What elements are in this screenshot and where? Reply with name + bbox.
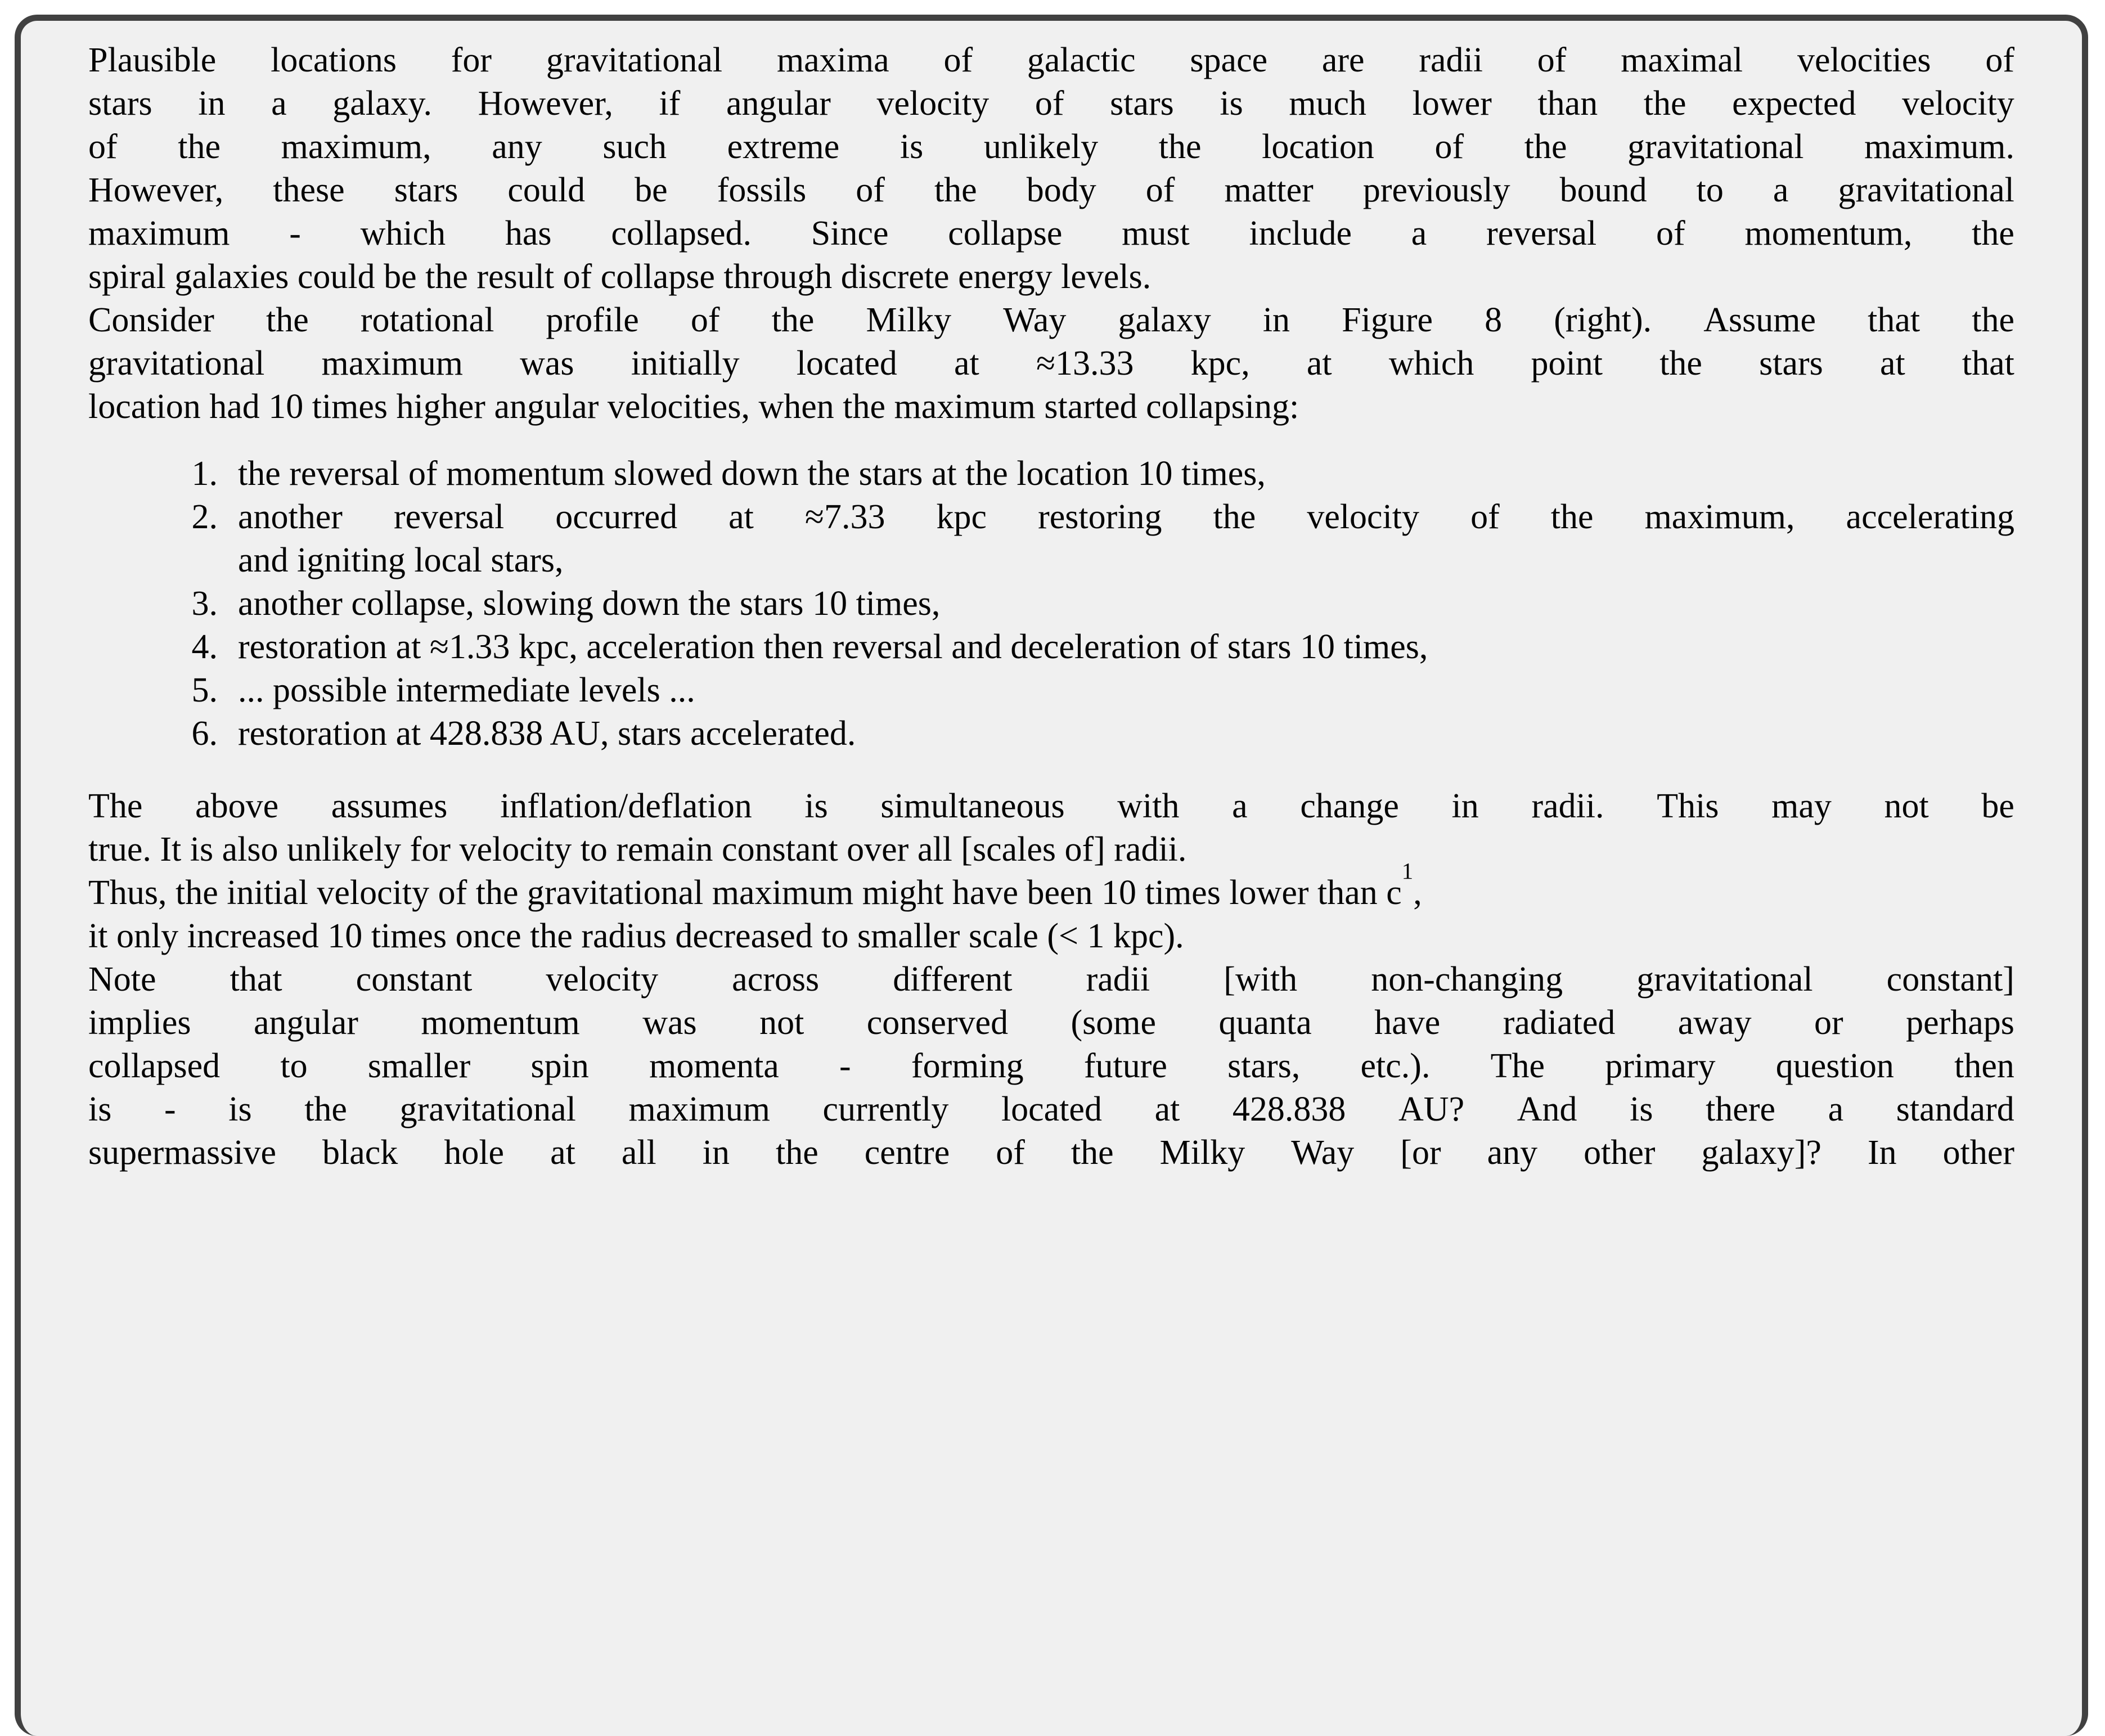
text-word: include	[1249, 214, 1352, 253]
text-word: other	[1942, 1134, 2014, 1172]
list-item-text: another collapse, slowing down the stars 10 times,	[238, 584, 941, 623]
text-word: any	[492, 128, 542, 166]
text-word: the	[1550, 498, 1594, 536]
text-word: above	[195, 787, 279, 825]
text-word: the	[304, 1090, 347, 1128]
text-word: extreme	[727, 128, 840, 166]
text-word: maximal	[1621, 41, 1743, 79]
text-word: maxima	[776, 41, 889, 79]
text-word: in	[702, 1134, 730, 1172]
text-word: Way	[1291, 1134, 1355, 1172]
text-word: currently	[822, 1090, 949, 1128]
text-word: Plausible	[88, 41, 217, 79]
text-word: initially	[631, 344, 740, 383]
paragraph-block-1	[88, 39, 2014, 299]
text-word: a	[1773, 171, 1789, 209]
text-word: gravitational	[1838, 171, 2014, 209]
text-word: have	[1374, 1004, 1441, 1042]
text-word: away	[1677, 1004, 1752, 1042]
text-word: of	[88, 128, 118, 166]
text-word: of	[996, 1134, 1025, 1172]
text-word: which	[1388, 344, 1474, 383]
text-line	[88, 1045, 2014, 1088]
text-line	[88, 82, 2014, 125]
text-word: [with	[1224, 960, 1298, 999]
list-item-text: ... possible intermediate levels ...	[238, 671, 695, 709]
text-word: be	[635, 171, 668, 209]
text-word: the	[1972, 301, 2014, 339]
text-word: of	[1145, 171, 1175, 209]
text-word: located	[796, 344, 897, 383]
text-word: The	[88, 787, 143, 825]
text-word: is	[804, 787, 828, 825]
text-word: that	[1868, 301, 1920, 339]
text-word: constant]	[1886, 960, 2014, 999]
text-word: And	[1517, 1090, 1577, 1128]
text-word: another	[238, 498, 343, 536]
text-word: at	[1306, 344, 1332, 383]
text-word: body	[1026, 171, 1096, 209]
text-line: it only increased 10 times once the radius decreased to smaller scale (< 1 kpc).	[88, 917, 1184, 955]
text-word: collapse	[948, 214, 1063, 253]
text-word: Way	[1003, 301, 1067, 339]
text-word: standard	[1896, 1090, 2014, 1128]
text-word: (some	[1071, 1004, 1157, 1042]
text-word: any	[1487, 1134, 1538, 1172]
list-item-number: 1.	[191, 455, 218, 493]
text-word: of	[1470, 498, 1500, 536]
paragraph-block-3	[88, 785, 2014, 871]
text-word: ≈13.33	[1036, 344, 1134, 383]
text-word: Consider	[88, 301, 214, 339]
text-word: previously	[1362, 171, 1510, 209]
text-line	[88, 299, 2014, 342]
text-word: momentum,	[1744, 214, 1913, 253]
text-word: galaxy]?	[1701, 1134, 1821, 1172]
text-word: centre	[864, 1134, 950, 1172]
text-word: collapsed.	[611, 214, 752, 253]
paragraph-block-5	[88, 958, 2014, 1175]
text-word: which	[360, 214, 446, 253]
text-word: gravitational	[546, 41, 723, 79]
text-word: angular	[254, 1004, 358, 1042]
list-item	[88, 712, 2014, 755]
text-word: simultaneous	[880, 787, 1065, 825]
text-word: the	[776, 1134, 818, 1172]
text-word: velocity	[1902, 84, 2014, 123]
text-word: (right).	[1554, 301, 1652, 339]
text-word: may	[1771, 787, 1832, 825]
text-word: was	[642, 1004, 697, 1042]
text-word: the	[1659, 344, 1702, 383]
text-word: the	[771, 301, 815, 339]
text-word: in	[1262, 301, 1290, 339]
text-word: the	[1524, 128, 1567, 166]
text-word: such	[602, 128, 667, 166]
text-word: primary	[1605, 1047, 1716, 1085]
text-word: could	[507, 171, 586, 209]
text-word: not	[1884, 787, 1929, 825]
list-item	[88, 452, 2014, 496]
text-word: the	[1972, 214, 2014, 253]
text-word: at	[550, 1134, 575, 1172]
text-word: perhaps	[1906, 1004, 2014, 1042]
text-word: Milky	[866, 301, 952, 339]
text-word: momenta	[649, 1047, 779, 1085]
text-word: velocity	[1307, 498, 1420, 536]
text-line	[88, 1131, 2014, 1175]
text-word: matter	[1224, 171, 1314, 209]
text-word: a	[1828, 1090, 1844, 1128]
text-word: lower	[1412, 84, 1492, 123]
text-word: unlikely	[983, 128, 1099, 166]
text-line	[88, 212, 2014, 255]
text-word: stars	[88, 84, 152, 123]
text-word: that	[230, 960, 282, 999]
text-word: to	[280, 1047, 308, 1085]
list-top-spacer	[88, 429, 2014, 452]
text-word: restoring	[1038, 498, 1162, 536]
text-word: gravitational	[1627, 128, 1804, 166]
text-word: occurred	[555, 498, 678, 536]
list-item-text: restoration at ≈1.33 kpc, acceleration then reversal and deceleration of stars 10 times,	[238, 628, 1428, 666]
text-word: forming	[911, 1047, 1024, 1085]
text-word: or	[1814, 1004, 1843, 1042]
text-word: quanta	[1218, 1004, 1312, 1042]
text-line: true. It is also unlikely for velocity to remain constant over all [scales of] radii.	[88, 830, 1187, 869]
text-word: in	[1451, 787, 1479, 825]
document-body	[21, 21, 2082, 1175]
text-word: question	[1775, 1047, 1894, 1085]
numbered-list	[88, 452, 2014, 755]
text-word: these	[273, 171, 345, 209]
text-word: inflation/deflation	[500, 787, 752, 825]
text-word: at	[954, 344, 979, 383]
text-word: stars	[1759, 344, 1823, 383]
paragraph-block-4	[88, 858, 2014, 958]
list-item-number: 5.	[191, 671, 218, 709]
text-word: was	[520, 344, 574, 383]
text-word: galaxy.	[332, 84, 432, 123]
text-word: This	[1657, 787, 1719, 825]
text-word: is	[899, 128, 924, 166]
text-word: radii	[1086, 960, 1150, 999]
text-word: kpc,	[1190, 344, 1250, 383]
text-word: the	[1213, 498, 1256, 536]
text-word: reversal	[393, 498, 505, 536]
text-word: kpc	[936, 498, 987, 536]
text-word: of	[1434, 128, 1464, 166]
text-word: than	[1537, 84, 1598, 123]
text-word: space	[1190, 41, 1268, 79]
list-item-text: restoration at 428.838 AU, stars accelerated.	[238, 714, 856, 753]
text-word: -	[839, 1047, 851, 1085]
text-word: the	[1643, 84, 1686, 123]
subscript-c1: 1	[1401, 858, 1414, 884]
text-word: -	[289, 214, 301, 253]
text-word: must	[1122, 214, 1190, 253]
text-word: at	[1879, 344, 1905, 383]
list-item-number: 6.	[191, 714, 218, 753]
text-word: gravitational	[1636, 960, 1813, 999]
text-line	[88, 39, 2014, 82]
paragraph-block-2	[88, 299, 2014, 429]
text-word: black	[322, 1134, 398, 1172]
text-word: with	[1117, 787, 1180, 825]
list-item-text-continuation: and igniting local stars,	[238, 541, 564, 579]
text-word: there	[1706, 1090, 1775, 1128]
text-word: velocities	[1797, 41, 1931, 79]
text-word: locations	[271, 41, 397, 79]
text-word: a	[1232, 787, 1248, 825]
text-word: velocity	[546, 960, 659, 999]
text-word: fossils	[717, 171, 807, 209]
text-word: reversal	[1486, 214, 1597, 253]
text-word: in	[198, 84, 226, 123]
text-line	[88, 1088, 2014, 1131]
text-word: for	[451, 41, 492, 79]
text-word: of	[690, 301, 720, 339]
text-word: However,	[88, 171, 224, 209]
text-line	[88, 342, 2014, 385]
text-word: then	[1954, 1047, 2014, 1085]
text-word: In	[1867, 1134, 1897, 1172]
text-word: assumes	[331, 787, 448, 825]
text-word: are	[1321, 41, 1365, 79]
text-word: be	[1981, 787, 2014, 825]
text-word: stars	[1110, 84, 1174, 123]
text-word: of	[1656, 214, 1685, 253]
text-word: implies	[88, 1004, 191, 1042]
text-word: accelerating	[1846, 498, 2014, 536]
text-word: galactic	[1027, 41, 1136, 79]
text-word: maximum,	[1644, 498, 1795, 536]
list-item	[88, 582, 2014, 626]
text-word: collapsed	[88, 1047, 221, 1085]
text-word: the	[1158, 128, 1202, 166]
document-frame	[15, 15, 2088, 1736]
text-word: stars,	[1227, 1047, 1301, 1085]
text-word: stars	[394, 171, 458, 209]
text-word: located	[1001, 1090, 1102, 1128]
text-word: all	[621, 1134, 656, 1172]
text-word: conserved	[866, 1004, 1009, 1042]
text-word: Figure	[1342, 301, 1433, 339]
text-word: maximum	[321, 344, 463, 383]
list-bottom-spacer	[88, 755, 2014, 785]
text-word: The	[1490, 1047, 1545, 1085]
text-word: 8	[1485, 301, 1503, 339]
text-word: future	[1083, 1047, 1167, 1085]
text-word: maximum	[628, 1090, 770, 1128]
text-word: radii	[1419, 41, 1483, 79]
text-word: the	[178, 128, 221, 166]
text-word: angular	[726, 84, 831, 123]
text-word: at	[728, 498, 754, 536]
text-line	[88, 125, 2014, 169]
text-word: However,	[478, 84, 613, 123]
list-item-number: 4.	[191, 628, 218, 666]
text-word: maximum,	[281, 128, 431, 166]
list-item	[88, 669, 2014, 712]
text-word: expected	[1732, 84, 1856, 123]
text-word: spin	[530, 1047, 589, 1085]
text-line: location had 10 times higher angular velocities, when the maximum started collapsing:	[88, 388, 1299, 426]
list-item	[88, 496, 2014, 582]
text-word: 428.838	[1232, 1090, 1346, 1128]
text-word: bound	[1559, 171, 1647, 209]
text-word: gravitational	[399, 1090, 576, 1128]
text-word: a	[1411, 214, 1427, 253]
list-item-number: 3.	[191, 584, 218, 623]
text-word: other	[1584, 1134, 1656, 1172]
text-word: Assume	[1703, 301, 1816, 339]
text-word: galaxy	[1118, 301, 1211, 339]
text-word: that	[1962, 344, 2014, 383]
text-line	[88, 958, 2014, 1001]
text-word: [or	[1400, 1134, 1441, 1172]
text-line	[88, 1001, 2014, 1045]
text-word: location	[1262, 128, 1374, 166]
text-word: rotational	[360, 301, 494, 339]
text-word: not	[759, 1004, 804, 1042]
text-word: is	[228, 1090, 252, 1128]
text-word: smaller	[367, 1047, 471, 1085]
text-word: of	[1034, 84, 1064, 123]
text-word: different	[893, 960, 1013, 999]
text-word: is	[88, 1090, 112, 1128]
text-word: velocity	[876, 84, 989, 123]
text-word: of	[943, 41, 973, 79]
text-word: a	[271, 84, 287, 123]
text-word: hole	[444, 1134, 505, 1172]
text-word: maximum.	[1864, 128, 2014, 166]
text-word: point	[1531, 344, 1603, 383]
text-word: much	[1289, 84, 1367, 123]
text-word: the	[1071, 1134, 1114, 1172]
text-word: radiated	[1503, 1004, 1616, 1042]
text-word: at	[1154, 1090, 1180, 1128]
text-word: if	[659, 84, 681, 123]
text-word: supermassive	[88, 1134, 277, 1172]
text-word: of	[1537, 41, 1567, 79]
text-word: constant	[356, 960, 473, 999]
text-run-suffix: ,	[1413, 874, 1422, 912]
text-word: gravitational	[88, 344, 265, 383]
list-item-number: 2.	[191, 498, 218, 536]
text-run: Thus, the initial velocity of the gravitational maximum might have been 10 times lower than c	[88, 874, 1402, 912]
text-line	[88, 785, 2014, 828]
text-word: of	[1985, 41, 2014, 79]
list-item-text	[238, 496, 2014, 539]
text-word: AU?	[1398, 1090, 1465, 1128]
text-word: is	[1220, 84, 1243, 123]
text-word: to	[1696, 171, 1724, 209]
text-word: Milky	[1159, 1134, 1245, 1172]
text-line: spiral galaxies could be the result of collapse through discrete energy levels.	[88, 258, 1152, 296]
text-word: has	[505, 214, 552, 253]
text-word: -	[164, 1090, 176, 1128]
text-word: ≈7.33	[804, 498, 885, 536]
text-word: maximum	[88, 214, 230, 253]
text-line	[88, 169, 2014, 212]
text-word: radii.	[1531, 787, 1604, 825]
text-word: is	[1630, 1090, 1653, 1128]
text-word: change	[1300, 787, 1399, 825]
text-word: Since	[811, 214, 889, 253]
list-item	[88, 626, 2014, 669]
text-word: the	[934, 171, 977, 209]
text-word: of	[856, 171, 885, 209]
text-word: etc.).	[1360, 1047, 1431, 1085]
text-word: non-changing	[1371, 960, 1563, 999]
text-word: Note	[88, 960, 156, 999]
text-line-with-subscript	[88, 858, 2014, 915]
list-item-text: the reversal of momentum slowed down the stars at the location 10 times,	[238, 455, 1266, 493]
text-word: momentum	[421, 1004, 580, 1042]
text-word: across	[732, 960, 820, 999]
text-word: the	[266, 301, 309, 339]
text-word: profile	[546, 301, 639, 339]
